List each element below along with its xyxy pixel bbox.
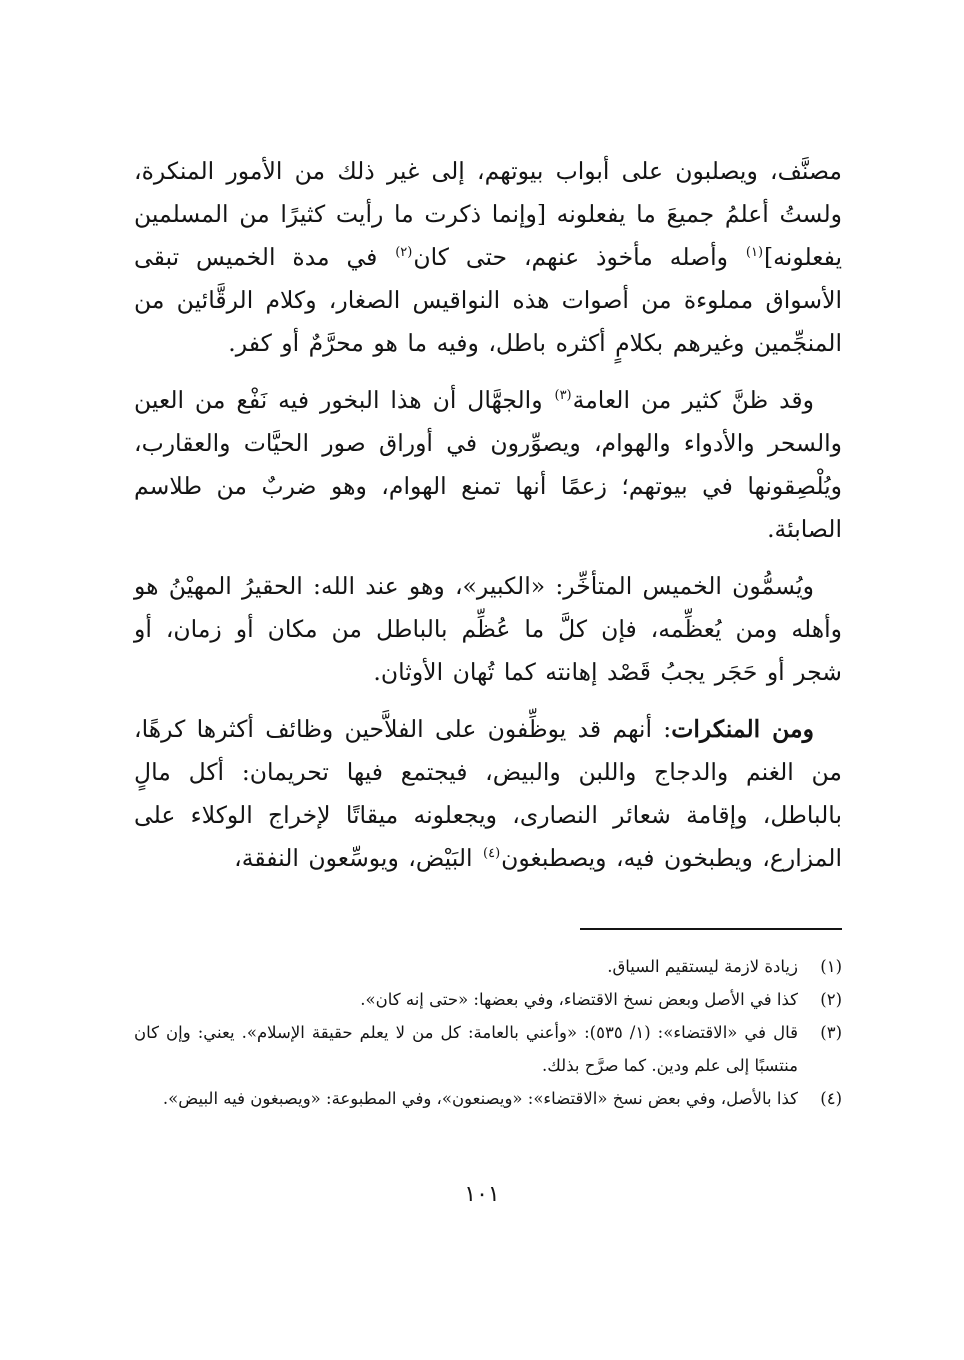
- paragraph-4-text-b: البَيْض، ويوسِّعون النفقة،: [234, 844, 483, 872]
- paragraph-4-lead: ومن المنكرات: [671, 715, 814, 743]
- footnote-separator: [580, 928, 842, 930]
- footnote-ref-2[interactable]: (٢): [395, 245, 413, 260]
- footnote-2-number: (٢): [820, 990, 842, 1009]
- footnote-ref-1[interactable]: (١): [745, 245, 764, 260]
- footnote-3: [134, 1016, 842, 1082]
- footnote-ref-3[interactable]: (٣): [554, 388, 572, 403]
- paragraph-1-text-a: مصنَّف، ويصلبون على أبواب بيوتهم، إلى غير ذلك من الأمور المنكرة، ولستُ أعلمُ جميعَ ما يفعلونه [وإنما ذكرت ما رأيت كثيرًا من المسلمين يفعلونه]: [134, 157, 843, 271]
- footnote-2-text: كذا في الأصل وبعض نسخ الاقتضاء، وفي بعضها: «حتى إنه كان».: [360, 990, 798, 1009]
- footnote-1-number: (١): [820, 957, 842, 976]
- footnote-4-text: كذا بالأصل، وفي بعض نسخ «الاقتضاء»: «ويصنعون»، وفي المطبوعة: «ويصبغون فيه البيض».: [162, 1089, 798, 1108]
- paragraph-2-text-a: وقد ظنَّ كثير من العامة: [572, 386, 815, 414]
- main-text: [134, 150, 842, 880]
- paragraph-2-text-b: والجهَّال أن هذا البخور فيه نَفْع من العين والسحر والأدواء والهوام، ويصوِّرون في أوراق صور الحيَّات والعقارب، ويُلْصِقونها في بيوتهم؛ زعمًا أنها تمنع الهوام، وهو ضربٌ من طلاسم الصابئة.: [134, 386, 842, 543]
- paragraph-4: [134, 708, 842, 880]
- page-number: ١٠١: [464, 1182, 500, 1207]
- footnote-4: [134, 1082, 842, 1115]
- footnote-1-text: زيادة لازمة ليستقيم السياق.: [607, 957, 798, 976]
- footnote-1: [134, 950, 842, 983]
- footnote-3-text: قال في «الاقتضاء»: (١/ ٥٣٥): «وأعني بالعامة: كل من لا يعلم حقيقة الإسلام». يعني: وإن كان منتسبًا إلى علم ودين. كما صرَّح بذلك.: [134, 1023, 799, 1075]
- paragraph-1-text-c: في مدة الخميس تبقى الأسواق مملوءة من أصوات هذه النواقيس الصغار، وكلام الرقَّائين من المنجِّمين وغيرهم بكلامٍ أكثره باطل، وفيه ما هو محرَّمٌ أو كفر.: [134, 243, 842, 357]
- footnote-4-number: (٤): [820, 1089, 842, 1108]
- footnotes: [134, 950, 842, 1115]
- paragraph-2: [134, 379, 842, 551]
- paragraph-1-text-b: وأصله مأخوذ عنهم، حتى كان: [413, 243, 745, 271]
- paragraph-4-text-a: : أنهم قد يوظِّفون على الفلاَّحين وظائف أكثرها كرهًا، من الغنم والدجاج واللبن والبيض، فيجتمع فيها تحريمان: أكل مالٍ بالباطل، وإقامة شعائر النصارى، ويجعلونه ميقاتًا لإخراج الوكلاء على المزارع، ويطبخون فيه، ويصطبغون: [134, 715, 842, 872]
- paragraph-3: [134, 565, 842, 694]
- footnote-3-number: (٣): [820, 1023, 842, 1042]
- footnote-2: [134, 983, 842, 1016]
- paragraph-1: [134, 150, 842, 365]
- footnote-ref-4[interactable]: (٤): [483, 846, 501, 861]
- paragraph-3-text: ويُسمُّون الخميس المتأخِّر: «الكبير»، وهو عند الله: الحقيرُ المهيْنُ هو وأهله ومن يُعظِّمه، فإن كلَّ ما عُظِّم بالباطل من مكان أو زمان، أو شجر أو حَجَر يجبُ قَصْد إهانته كما تُهان الأوثان.: [134, 572, 842, 686]
